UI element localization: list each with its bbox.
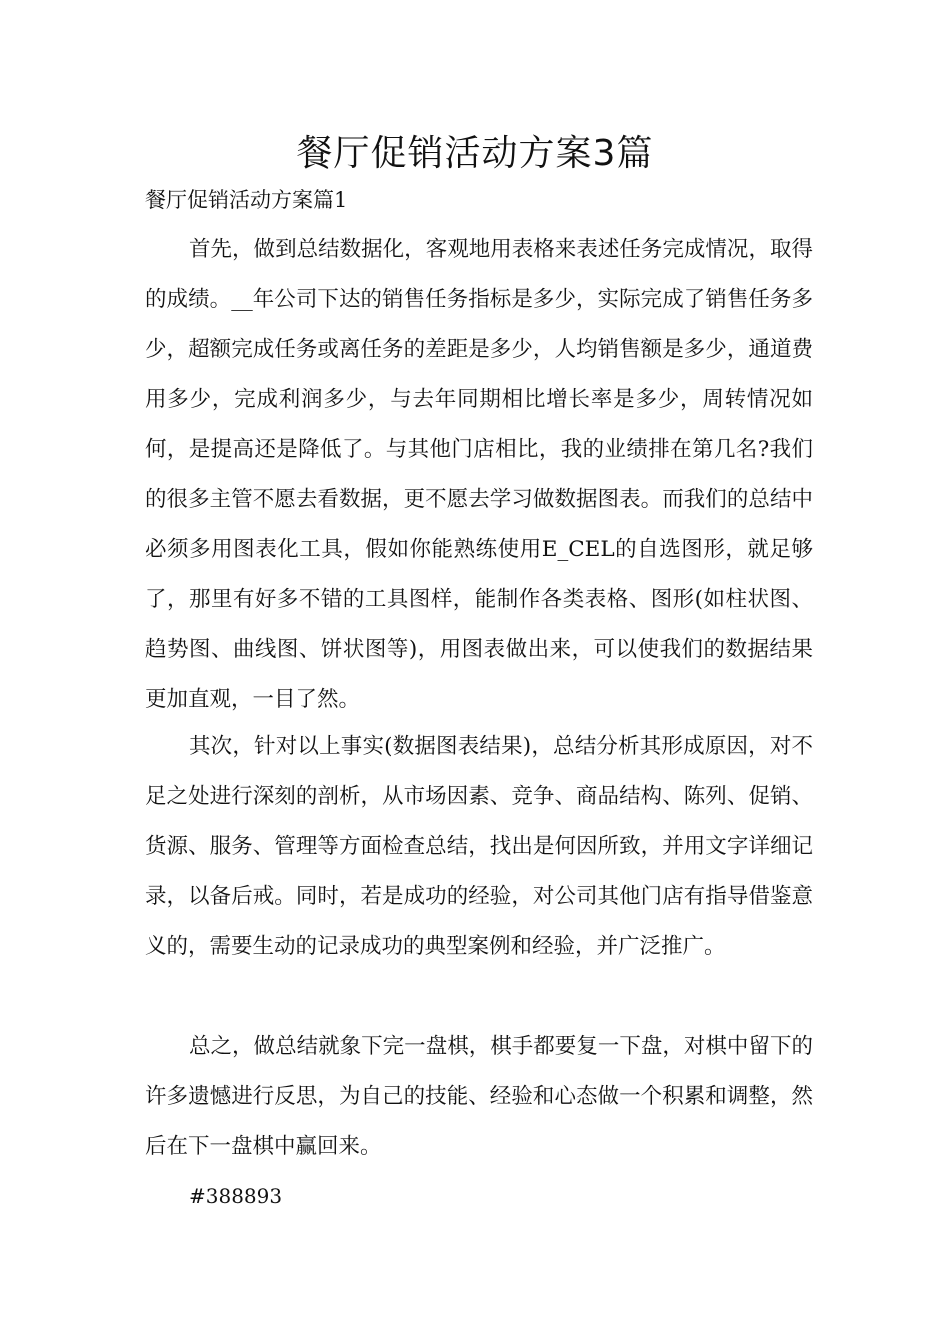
- reference-number: #388893: [189, 1184, 283, 1208]
- paragraph-3: 总之，做总结就象下完一盘棋，棋手都要复一下盘，对棋中留下的许多遗憾进行反思，为自己的技能、经验和心态做一个积累和调整，然后在下一盘棋中赢回来。: [145, 1034, 813, 1159]
- paragraph-2: 其次，针对以上事实(数据图表结果)，总结分析其形成原因，对不足之处进行深刻的剖析，从市场因素、竞争、商品结构、陈列、促销、货源、服务、管理等方面检查总结，找出是何因所致，并用文字详细记录，以备后戒。同时，若是成功的经验，对公司其他门店有指导借鉴意义的，需要生动的记录成功的典型案例和经验，并广泛推广。: [145, 734, 813, 959]
- section-heading: 餐厅促销活动方案篇1: [145, 188, 348, 212]
- page-title: 餐厅促销活动方案3篇: [296, 133, 654, 174]
- paragraph-1: 首先，做到总结数据化，客观地用表格来表述任务完成情况，取得的成绩。__年公司下达的销售任务指标是多少，实际完成了销售任务多少，超额完成任务或离任务的差距是多少，人均销售额是多少，通道费用多少，完成利润多少，与去年同期相比增长率是多少，周转情况如何，是提高还是降低了。与其他门店相比，我的业绩排在第几名?我们的很多主管不愿去看数据，更不愿去学习做数据图表。而我们的总结中必须多用图表化工具，假如你能熟练使用E_CEL的自选图形，就足够了，那里有好多不错的工具图样，能制作各类表格、图形(如柱状图、趋势图、曲线图、饼状图等)，用图表做出来，可以使我们的数据结果更加直观，一目了然。: [145, 237, 813, 712]
